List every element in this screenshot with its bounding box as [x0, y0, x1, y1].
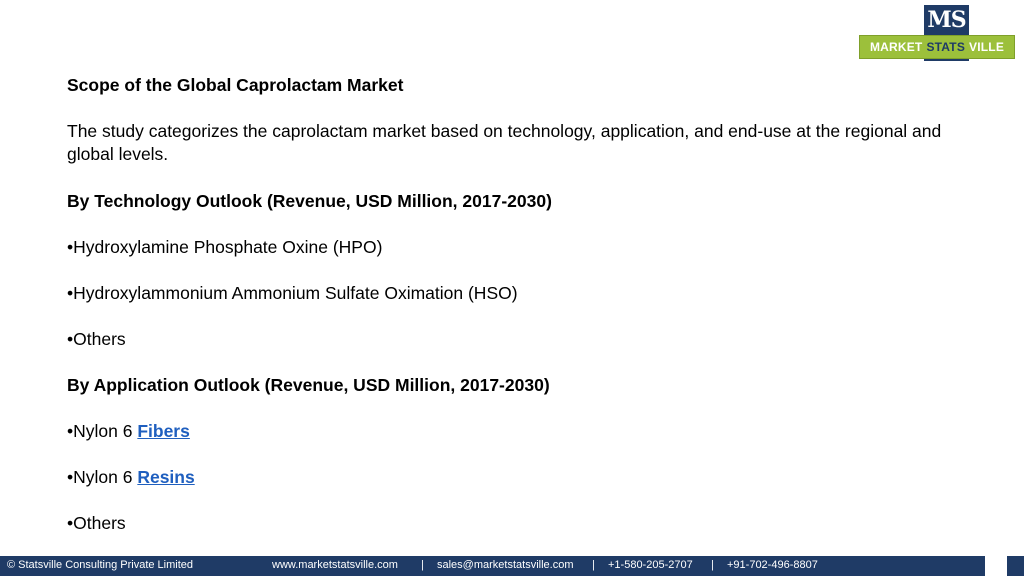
technology-item-hso: •Hydroxylammonium Ammonium Sulfate Oximation (HSO)	[67, 283, 518, 303]
page-title: Scope of the Global Caprolactam Market	[67, 75, 404, 95]
footer-separator: |	[592, 559, 595, 571]
application-heading: By Application Outlook (Revenue, USD Million, 2017-2030)	[67, 375, 550, 395]
technology-heading: By Technology Outlook (Revenue, USD Million, 2017-2030)	[67, 191, 552, 211]
logo-monogram: MS	[927, 7, 966, 33]
footer-bar	[0, 556, 1024, 576]
footer-separator: |	[421, 559, 424, 571]
footer-email-link[interactable]: sales@marketstatsville.com	[437, 559, 574, 571]
company-logo	[859, 5, 1015, 61]
resins-link[interactable]: Resins	[137, 467, 195, 487]
logo-wordmark	[859, 35, 1015, 59]
application-item-resins	[67, 466, 195, 489]
footer-page-box	[985, 556, 1007, 576]
application-item-prefix: •Nylon 6	[67, 467, 138, 487]
application-item-fibers	[67, 420, 190, 443]
technology-item-others: •Others	[67, 329, 126, 349]
logo-word-ville: VILLE	[969, 40, 1005, 54]
footer-website-link[interactable]: www.marketstatsville.com	[272, 559, 398, 571]
application-item-prefix: •Others	[67, 513, 126, 533]
footer-phone-us[interactable]: +1-580-205-2707	[608, 559, 693, 571]
logo-word-stats: STATS	[926, 40, 966, 54]
application-item-others	[67, 512, 126, 535]
fibers-link[interactable]: Fibers	[137, 421, 190, 441]
application-item-prefix: •Nylon 6	[67, 421, 138, 441]
technology-item-hpo: •Hydroxylamine Phosphate Oxine (HPO)	[67, 237, 383, 257]
logo-word-market: MARKET	[869, 40, 923, 54]
footer-separator: |	[711, 559, 714, 571]
footer-copyright: © Statsville Consulting Private Limited	[7, 559, 194, 571]
intro-paragraph: The study categorizes the caprolactam market based on technology, application, and end-use at the regional and global levels.	[67, 121, 942, 164]
footer-phone-in[interactable]: +91-702-496-8807	[727, 559, 818, 571]
